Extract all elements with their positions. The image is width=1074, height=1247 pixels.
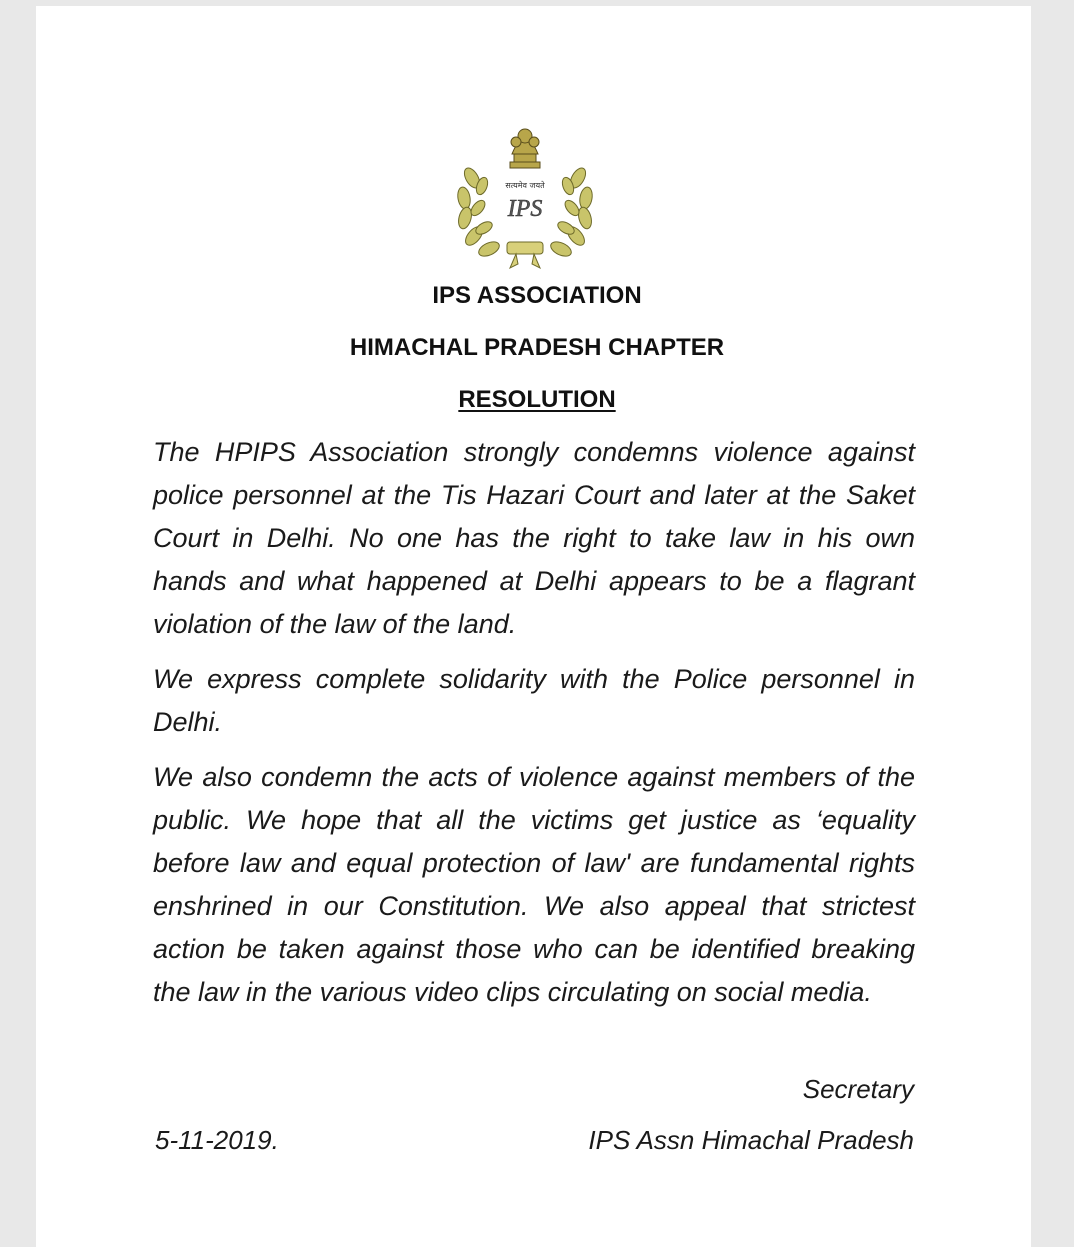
ips-emblem-icon <box>452 118 598 270</box>
resolution-date: 5-11-2019. <box>155 1125 279 1155</box>
signatory-organization: IPS Assn Himachal Pradesh <box>588 1125 914 1155</box>
association-title: IPS ASSOCIATION <box>432 282 642 309</box>
emblem-monogram: IPS <box>507 196 543 222</box>
chapter-title: HIMACHAL PRADESH CHAPTER <box>349 334 725 361</box>
emblem-motto: सत्यमेव जयते <box>505 181 545 190</box>
resolution-paragraph: We express complete solidarity with the Police personnel in Delhi. <box>153 664 915 737</box>
signatory-title: Secretary <box>802 1074 914 1104</box>
resolution-paragraph: We also condemn the acts of violence against members of the public. We hope that all the victims get justice as ‘equality before law and equal protection of law' are fundamental rights enshrined in our Constitution. We also appeal that strictest action be taken against those who can be identified breaking the law in the various video clips circulating on social media. <box>153 762 915 1007</box>
resolution-paragraph: The HPIPS Association strongly condemns violence against police personnel at the Tis Hazari Court and later at the Saket Court in Delhi. No one has the right to take law in his own hands and what happened at Delhi appears to be a flagrant violation of the law of the land. <box>153 437 915 639</box>
resolution-heading: RESOLUTION <box>458 386 616 413</box>
